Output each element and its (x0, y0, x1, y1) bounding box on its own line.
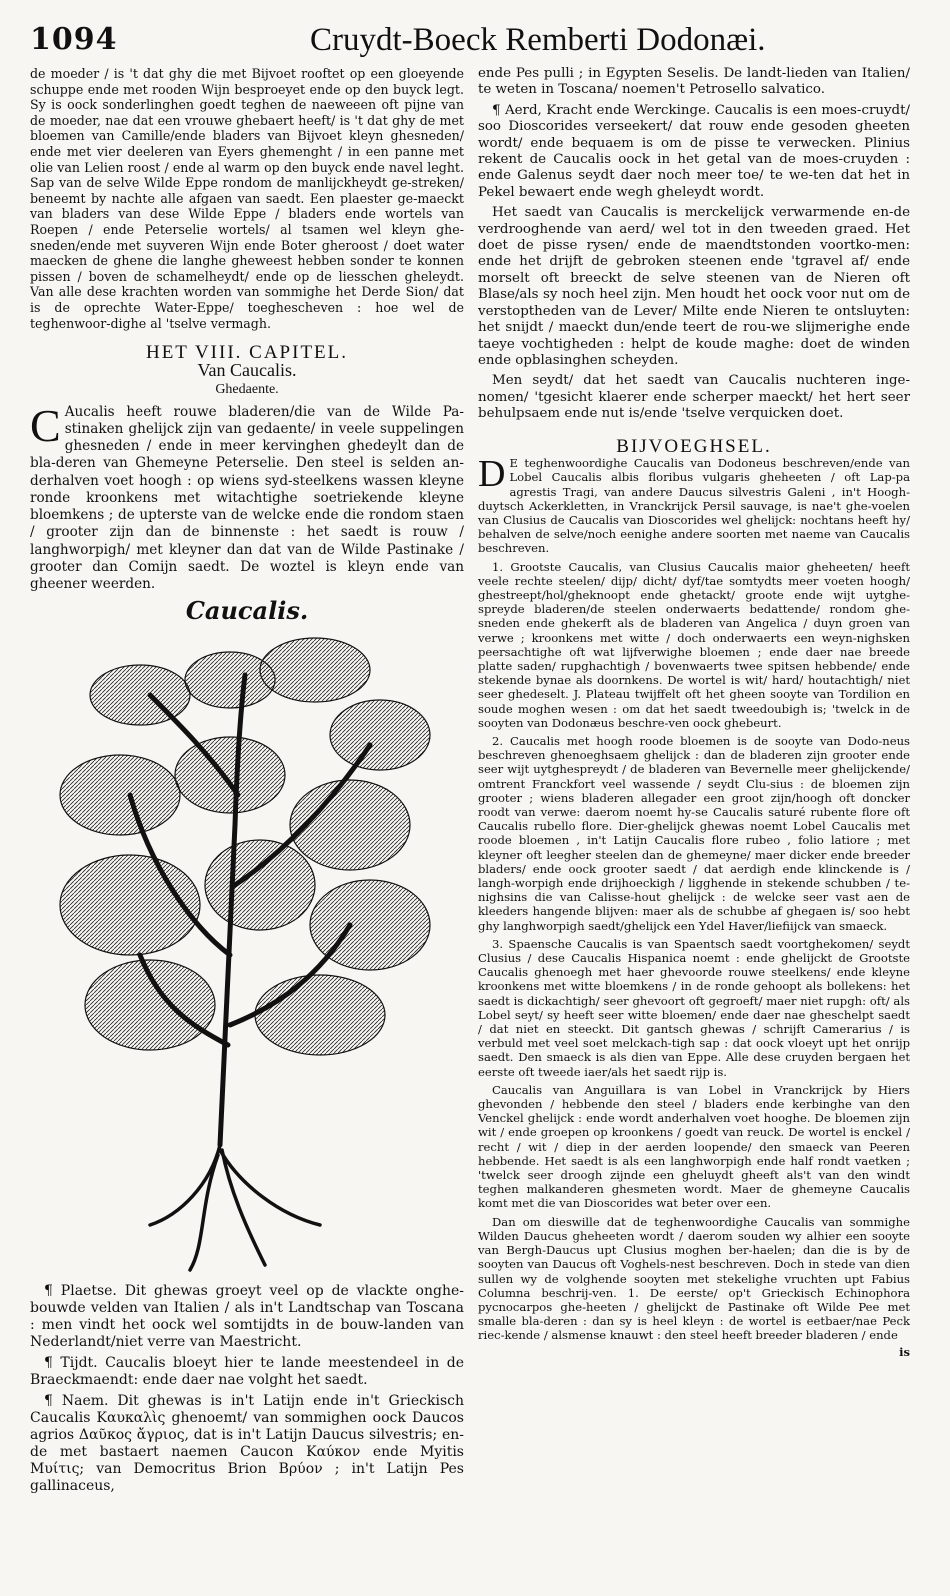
plant-notes (30, 1283, 464, 1495)
drop-cap: D (478, 453, 506, 496)
section-title: BIJVOEGHSEL. (616, 435, 772, 457)
note-habitat: ¶ Plaetse. Dit ghewas groeyt veel op de vlackte onghe-bouwde velden van Italien / als in't Landtschap van Toscana : men vindt het oock wel somtijdts in de bouw-landen van Nederlandt/niet verre van Maestricht. (30, 1282, 464, 1350)
right-top-paragraph: ende Pes pulli ; in Egypten Seselis. De landt-lieden van Italien/ te weten in Toscana/ noemen't Petrosello salvatico. (478, 66, 910, 98)
appendix-paragraph: Dan om dieswille dat de teghenwoordighe Caucalis van sommighe Wilden Daucus gheheeten wordt / daerom souden wy alhier een sooyte van Bergh-Daucus upt Clusius moghen ber-haelen; dan die is by de sooyten van Daucus oft Voghels-nest beschreven. Doch in stede van dien sullen wy de volghende sooyten met stekelighe vruchten upt Fabius Columna beschrij-ven. 1. De eerste/ op't Grieckisch Echinophora pycnocarpos ghe-heeten / ghelijckt de Pastinake oft Wilde Pee met smalle bla-deren : dan sy is heel kleyn : de wortel is eetbaer/nae Peck riec-kende / alsmense knauwt : den steel heeft breeder bladeren / ende (478, 1214, 910, 1343)
figure-caption: Caucalis. (185, 596, 309, 626)
caucalis-woodcut (30, 625, 464, 1275)
appendix-intro: E teghenwoordighe Caucalis van Dodoneus beschreven/ende van Lobel Caucalis albis floribus vulgaris gheheeten / oft Lap-pa agrestis Tragi, van andere Daucus silvestris Galeni , in't Hoogh-duytsch Ackerkletten, in Vranckrijck Persil sauvage, is nae't ghe-voelen van Clusius de Caucalis van Dioscorides wel ghelijck: nochtans heeft hy/ behalven de selve/noch eenighe andere soorten met naeme van Caucalis beschreven. (478, 456, 910, 556)
drop-cap: C (30, 399, 61, 451)
right-top-block (478, 66, 910, 423)
right-top-paragraph: ¶ Aerd, Kracht ende Werckinge. Caucalis is een moes-cruydt/ soo Dioscorides verseekert/ dat rouw ende gesoden gheeten wordt/ ende bequaem is om de pisse te verwecken. Plinius rekent de Caucalis oock in het getal van de moes-cruyden : ende Galenus seydt daer noch meer toe/ te we-ten dat het in Pekel bewaert ende wegh gheleydt wordt. (478, 102, 910, 200)
appendix-paragraph: 2. Caucalis met hoogh roode bloemen is de sooyte van Dodo-neus beschreven ghenoeghsaem ghelijck : dan de bladeren zijn grooter ende seer wijt uytghespreydt / de bladeren van Bevernelle meer ghelijckende/ omtrent Franckfort veel wassende / seydt Clu-sius : de bloemen zijn grooter ; wiens bladeren allegader een groot zijn/hoogh oft doncker roodt van verwe: daerom noemt hy-se Caucalis saturé rubente flore oft Caucalis rubello flore. Dier-ghelijck ghewas noemt Lobel Caucalis met roode bloemen , in't Latijn Caucalis flore rubeo , folio latiore ; met kleyner oft leegher steelen dan de ghemeyne/ maer dicker ende breeder bladers/ ende oock grooter saedt / dat aerdigh ende klinckende is / langh-worpigh ende drijhoeckigh / ligghende in stekende schubben / te-nighsins die van Calisse-hout ghelijck : de welcke seer vast aen de kleeders hangende blijven: maer als de schubbe af ghegaen is/ soo hebt ghy langhworpigh saedt/ghelijck een Ydel Haver/liefiijck van smaeck. (478, 733, 910, 933)
section-label: Ghedaente. (215, 382, 279, 398)
catchword: is (899, 1344, 910, 1359)
note-name: ¶ Naem. Dit ghewas is in't Latijn ende in't Grieckisch Caucalis Καυκαλὶς ghenoemt/ van sommighen oock Daucos agrios Δαῦκος ἄγριος, dat is in't Latijn Daucus silvestris; en-de met bastaert naemen Caucon Καύκον ende Myitis Μυίτις; van Democritus Brion Βρύον ; in't Latijn Pes gallinaceus, (30, 1392, 464, 1494)
intro-paragraph: de moeder / is 't dat ghy die met Bijvoet rooftet op een gloeyende schuppe ende met rooden Wijn besproeyet ende op den buyck legt. Sy is oock sonderlinghen goedt teghen de naeweeen oft pijne van de moeder, nae dat een vrouwe ghebaert heeft/ is 't dat ghy de met bloemen van Camille/ende bladers van Bijvoet kleyn ghesneden/ ende met vier deeleren van Eyers ghemenght / in een panne met olie van Lelien roost / ende al warm op den buyck ende navel leght. Sap van de selve Wilde Eppe rondom de manlijckheydt ge-streken/ beneemt by nachte alle afgaen van saedt. Een plaester ge-maeckt van bladers van dese Wilde Eppe / bladers ende wortels van Roepen / ende Peterselie wortels/ al tsamen wel kleyn ghe-sneden/ende met suyveren Wijn ende Boter gheroost / doet water maecken de ghene die langhe gheweest hebben sonder te konnen pissen / boven de schamelheydt/ ende op de liesschen gheleydt. Van alle dese krachten worden van sommighe het Derde Sion/ dat is de oprechte Water-Eppe/ toeghescheven : hoe wel de teghenwoor-dighe al 'tselve vermagh. (30, 66, 464, 331)
running-title: Cruydt-Boeck Remberti Dodonæi. (310, 22, 766, 58)
chapter-title: HET VIII. CAPITEL. (145, 342, 349, 364)
chapter-subtitle: Van Caucalis. (197, 359, 297, 380)
appendix-block (478, 453, 910, 1359)
plant-illustration (30, 625, 464, 1275)
right-top-paragraph: Het saedt van Caucalis is merckelijck verwarmende en-de verdrooghende van aerd/ wel tot in den tweeden graed. Het doet de pisse rysen/ ende de maendtstonden voortko-men: ende het drijft de gebroken steenen ende 'tgravel af/ ende morselt oft breeckt de selve steenen van de Nieren oft Blase/als sy noch heel zijn. Men houdt het oock voor nut om de verstoptheden van de Lever/ Milte ende Nieren te ontsluyten: het snijdt / maeckt dun/ende teert de rou-we slijmerighe ende taeye vochtigheden : helpt de koude maghe: doet de winden ende opblasinghen scheyden. (478, 205, 910, 368)
description-block (30, 399, 464, 593)
appendix-paragraph: Caucalis van Anguillara is van Lobel in Vranckrijck by Hiers ghevonden / hebbende den steel / bladers ende kerbinghe van den Venckel ghelijck : ende wordt anderhalven voet hooghe. De bloemen zijn wit / ende groepen op kroonkens / goedt van reuck. De wortel is enckel / recht / wit / diep in der aerden loopende/ den smaeck van Peeren hebbende. Het saedt is als een langhworpigh ende half rondt vaetken ; 'twelck seer droogh zijnde een gheluydt gheeft als't van den windt teghen malkanderen ghesmeten wordt. Maer de ghemeyne Caucalis komt met die van Dioscorides wat beter over een. (478, 1082, 910, 1211)
appendix-paragraph: 1. Grootste Caucalis, van Clusius Caucalis maior gheheeten/ heeft veele rechte steelen/ dijp/ dicht/ dyf/tae somtydts meer voeten hoogh/ ghestreept/hol/gheknoopt ende ghetackt/ groote ende wijt uytghe-spreyde bladeren/de steelen onderwaerts bedattende/ rondom ghe-sneden ende ghekerft als de bladeren van Angelica / duyn groen van verwe ; kroonkens met witte / doch onderwaerts een weyn-nighsken peersachtighe oft wat lijfverwighe bloemen ; ende daer nae breede platte saden/ rupghachtigh / bovenwaerts twee spitsen hebbende/ ende stekende bynae als doornkens. De wortel is wit/ hard/ houtachtigh/ niet seer ghedeselt. J. Plateau twijffelt oft het gheen sooyte van Tordilion en soude moghen wesen : om dat het saedt tweedoubigh is; 'twelck in de sooyten van Dodonæus beschre-ven oock ghebeurt. (478, 559, 910, 730)
left-column (30, 66, 464, 1499)
right-top-paragraph: Men seydt/ dat het saedt van Caucalis nuchteren inge-nomen/ 'tgesicht klaerer ende scherper maeckt/ het hert seer behulpsaem ende nut is/ende 'tselve verquicken doet. (478, 373, 910, 422)
page-header (30, 8, 920, 66)
description-text: Aucalis heeft rouwe bladeren/die van de Wilde Pa-stinaken ghelijck zijn van gedaente/ in veele suppelingen ghesneden / ende in meer kervinghen ghedeylt dan de bla-deren van Ghemeyne Peterselie. Den steel is selden an-derhalven voet hoogh : op wiens syd-steelkens wassen kleyne ronde kroonkens met witachtighe soetriekende kleyne bloemkens ; de upterste van de welcke ende die rondom staen / grooter zijn dan de binnenste : het saedt is rouw / langhworpigh/ met kleyner dan dat van de Wilde Pastinake / grooter dan Comijn saedt. De woztel is kleyn ende van gheener weerden. (30, 403, 464, 592)
appendix-paragraph (478, 453, 910, 556)
appendix-paragraph: 3. Spaensche Caucalis is van Spaentsch saedt voortghekomen/ seydt Clusius / dese Caucalis Hispanica noemt : ende ghelijckt de Grootste Caucalis ghenoegh met haer ghevoorde rouwe steelkens/ ende kleyne kroonkens met witte bloemkens / in de ronde gehoopt als bollekens: het saedt is dickachtigh/ seer ghevoort oft gegroeft/ maer niet rupgh: oft/ als Lobel seyt/ sy heeft seer witte bloemen/ ende daer nae gheschelpt saedt / dat niet en steeckt. Dit gantsch ghewas / schrijft Camerarius / is verbuld met veel soet melckach-tigh sap : dat oock vloeyt upt het onrijp saedt. Den smaeck is als dien van Eppe. Alle dese cruyden bergaen het eerste oft tweede iaer/als het saedt rijp is. (478, 936, 910, 1079)
page-number: 1094 (30, 22, 118, 57)
note-time: ¶ Tijdt. Caucalis bloeyt hier te lande meestendeel in de Braeckmaendt: ende daer nae volght het saedt. (30, 1354, 464, 1388)
right-column (478, 66, 910, 1359)
